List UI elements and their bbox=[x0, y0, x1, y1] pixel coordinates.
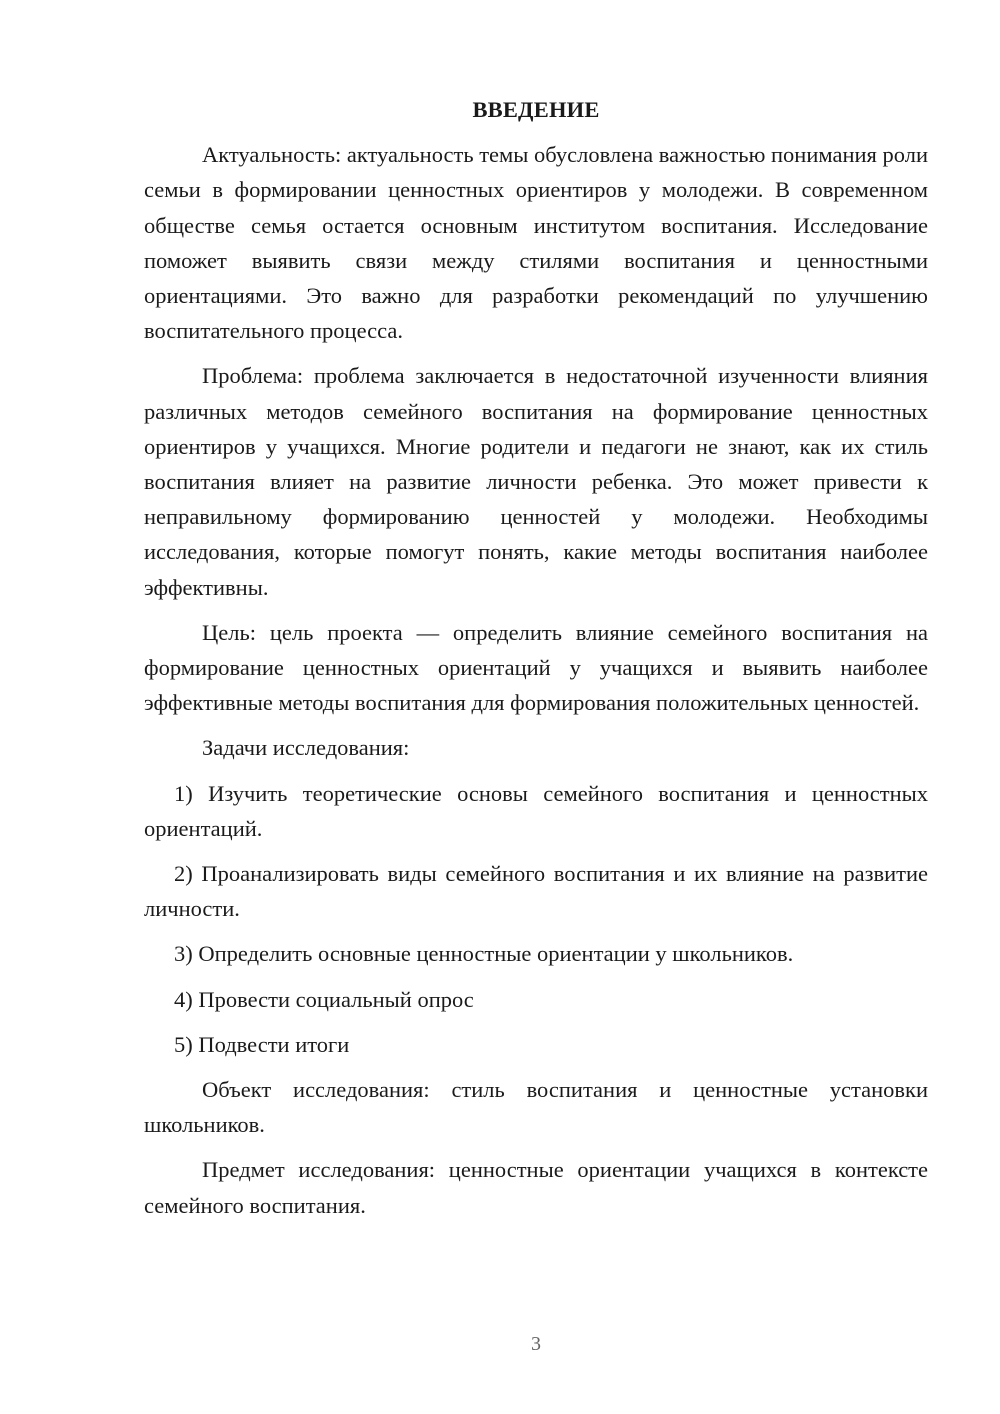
page-content bbox=[144, 92, 928, 1233]
task-item-4: 4) Провести социальный опрос bbox=[174, 986, 474, 1012]
paragraph-subject: Предмет исследования: ценностные ориентации учащихся в контексте семейного воспитания. bbox=[144, 1157, 928, 1218]
paragraph-problem: Проблема: проблема заключается в недостаточной изученности влияния различных методов семейного воспитания на формирование ценностных ориентиров у учащихся. Многие родители и педагоги не знают, как их стиль воспитания влияет на развитие личности ребенка. Это может привести к неправильному формированию ценностей у молодежи. Необходимы исследования, которые помогут понять, какие методы воспитания наиболее эффективны. bbox=[144, 363, 928, 600]
paragraph-goal: Цель: цель проекта — определить влияние семейного воспитания на формирование ценностных ориентаций у учащихся и выявить наиболее эффективные методы воспитания для формирования положительных ценностей. bbox=[144, 619, 928, 716]
page-number: 3 bbox=[531, 1333, 541, 1355]
paragraph-relevance: Актуальность: актуальность темы обусловлена важностью понимания роли семьи в формировании ценностных ориентиров у молодежи. В современном обществе семья остается основным институтом воспитания. Исследование поможет выявить связи между стилями воспитания и ценностными ориентациями. Это важно для разработки рекомендаций по улучшению воспитательного процесса. bbox=[144, 142, 928, 344]
tasks-heading: Задачи исследования: bbox=[202, 735, 410, 761]
section-title: ВВЕДЕНИЕ bbox=[472, 97, 600, 122]
task-item-1: 1) Изучить теоретические основы семейного воспитания и ценностных ориентаций. bbox=[144, 780, 928, 841]
task-item-5: 5) Подвести итоги bbox=[174, 1031, 350, 1057]
task-item-2: 2) Проанализировать виды семейного воспитания и их влияние на развитие личности. bbox=[144, 861, 928, 922]
paragraph-object: Объект исследования: стиль воспитания и ценностные установки школьников. bbox=[144, 1077, 928, 1138]
task-item-3: 3) Определить основные ценностные ориентации у школьников. bbox=[174, 941, 794, 967]
